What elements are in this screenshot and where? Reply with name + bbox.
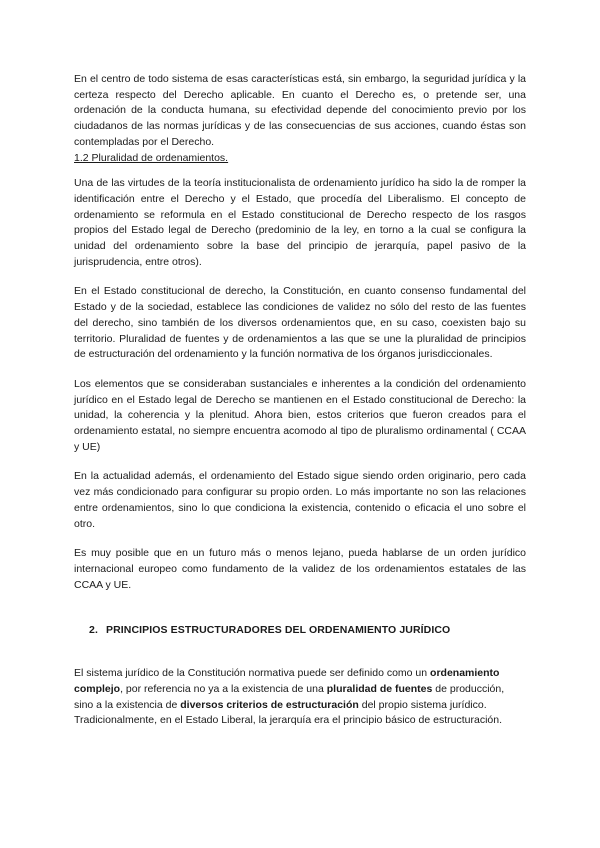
document-page [74, 72, 526, 729]
final-text-3: de producción, sino a la existencia de [74, 682, 505, 711]
subsection-heading: 1.2 Pluralidad de ordenamientos. [74, 151, 229, 164]
paragraph-4: En la actualidad además, el ordenamiento del Estado sigue siendo orden originario, pero cada vez más condicionado para configurar su propio orden. Lo más importante no son las relaciones entre ordenamientos, sino lo que condiciona la existencia, contenido o eficacia el uno sobre el otro. [74, 470, 526, 530]
final-bold-1: ordenamiento complejo [74, 667, 500, 695]
intro-paragraph: En el centro de todo sistema de esas características está, sin embargo, la seguridad jurídica y la certeza respecto del Derecho aplicable. En cuanto el Derecho es, o pretende ser, una ordenación de la conducta humana, su efectividad depende del conocimiento previo por los ciudadanos de las normas jurídicas y de las consecuencias de sus acciones, cuando éstas son contempladas por el Derecho. [74, 73, 526, 148]
paragraph-3: Los elementos que se consideraban sustanciales e inherentes a la condición del ordenamiento jurídico en el Estado legal de Derecho se mantienen en el Estado constitucional de Derecho: la unidad, la coherencia y la plenitud. Ahora bien, estos criterios que fueron creados para el ordenamiento estatal, no siempre encuentra acomodo al tipo de pluralismo ordinamental ( CCAA y UE) [74, 377, 526, 453]
section-number: 2. [89, 624, 98, 637]
final-text-4: del propio sistema jurídico. Tradicionalmente, en el Estado Liberal, la jerarquía era el principio básico de estructuración. [74, 698, 503, 727]
paragraph-1: Una de las virtudes de la teoría institucionalista de ordenamiento jurídico ha sido la de romper la identificación entre el Derecho y el Estado, que procedía del Liberalismo. El concepto de ordenamiento se reformula en el Estado constitucional de Derecho respecto de los rasgos propios del Estado legal de Derecho (predominio de la ley, en torno a la cual se configura la unidad del ordenamiento sobre la base del principio de jerarquía, papel pasivo de la jurisprudencia, entre otros). [74, 177, 526, 268]
final-bold-2: pluralidad de fuentes [326, 682, 433, 695]
final-bold-3: diversos criterios de estructuración [180, 698, 359, 711]
paragraph-5: Es muy posible que en un futuro más o menos lejano, pueda hablarse de un orden jurídico internacional europeo como fundamento de la validez de los ordenamientos estatales de las CCAA y UE. [74, 547, 526, 591]
final-text-2: , por referencia no ya a la existencia de una [120, 682, 327, 695]
final-paragraph [74, 666, 526, 729]
paragraph-2: En el Estado constitucional de derecho, la Constitución, en cuanto consenso fundamental del Estado y de la sociedad, establece las condiciones de validez no sólo del resto de las fuentes del derecho, sino también de los diversos ordenamientos que, en su caso, coexisten bajo su territorio. Pluralidad de fuentes y de ordenamientos a las que se une la pluralidad de principios de estructuración del ordenamiento y la función normativa de los órganos jurisdiccionales. [74, 285, 526, 361]
section-title: PRINCIPIOS ESTRUCTURADORES DEL ORDENAMIENTO JURÍDICO [105, 624, 451, 637]
section-heading [89, 623, 526, 639]
final-text-1: El sistema jurídico de la Constitución normativa puede ser definido como un [74, 667, 431, 680]
